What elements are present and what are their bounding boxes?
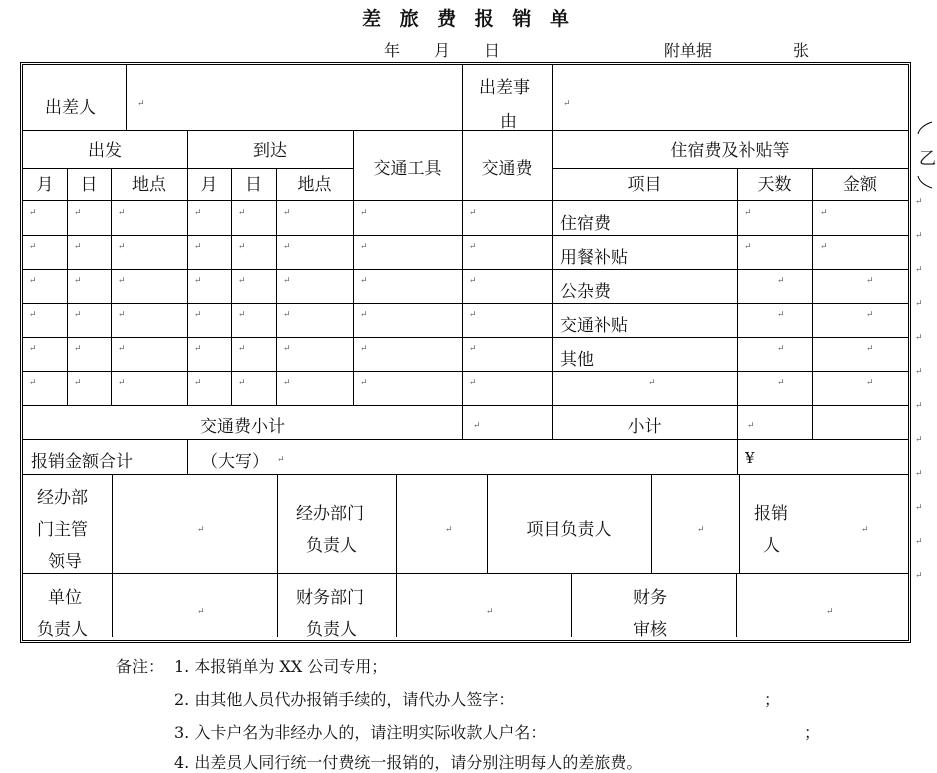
subtotal-input-mark[interactable]: ↵ (747, 421, 755, 431)
reason-label-line2: 由 (500, 112, 517, 132)
empty-cell-mark[interactable]: ↵ (866, 310, 874, 320)
sig-finance-audit-line2: 审核 (633, 620, 667, 640)
empty-cell-mark[interactable]: ↵ (283, 276, 291, 286)
empty-cell-mark[interactable]: ↵ (283, 378, 291, 388)
margin-mark: ↵ (915, 333, 923, 343)
notes-label: 备注： (116, 657, 165, 676)
sig-dept-head-line3: 领导 (48, 552, 82, 572)
margin-mark: ↵ (915, 537, 923, 547)
item-misc-fee: 公杂费 (560, 282, 611, 302)
empty-cell-mark[interactable]: ↵ (74, 208, 82, 218)
empty-cell-mark[interactable]: ↵ (118, 242, 126, 252)
empty-cell-mark[interactable]: ↵ (194, 378, 202, 388)
empty-cell-mark[interactable]: ↵ (744, 242, 752, 252)
sig-unit-resp-input-mark[interactable]: ↵ (197, 607, 205, 617)
empty-cell-mark[interactable]: ↵ (194, 208, 202, 218)
empty-cell-mark[interactable]: ↵ (469, 310, 477, 320)
item-other: 其他 (560, 350, 594, 370)
total-amount-label: 报销金额合计 (31, 452, 133, 472)
reason-label-line1: 出差事 (479, 78, 530, 98)
margin-mark: ↵ (915, 367, 923, 377)
amount-header: 金额 (843, 175, 877, 195)
arrival-header: 到达 (253, 141, 287, 161)
sig-unit-resp-line2: 负责人 (37, 620, 88, 640)
empty-cell-mark[interactable]: ↵ (194, 242, 202, 252)
sig-claimant-line1: 报销 (754, 504, 788, 524)
empty-cell-mark[interactable]: ↵ (360, 310, 368, 320)
empty-cell-mark[interactable]: ↵ (118, 378, 126, 388)
margin-mark: ↵ (915, 265, 923, 275)
item-lodging: 住宿费 (560, 214, 611, 234)
sig-dept-resp-input-mark[interactable]: ↵ (445, 525, 453, 535)
side-paren-char: 乙 (919, 149, 936, 169)
form-title: 差 旅 费 报 销 单 (361, 8, 576, 30)
total-uppercase-input-mark[interactable]: ↵ (277, 455, 285, 465)
empty-cell-mark[interactable]: ↵ (238, 208, 246, 218)
note-line-2: 2. 由其他人员代办报销手续的，请代办人签字： (174, 690, 515, 709)
lodging-allowance-header: 住宿费及补贴等 (670, 141, 790, 161)
empty-cell-mark[interactable]: ↵ (74, 276, 82, 286)
empty-cell-mark[interactable]: ↵ (118, 208, 126, 218)
sig-finance-audit-line1: 财务 (633, 588, 667, 608)
traveler-input-mark[interactable]: ↵ (137, 99, 145, 109)
sig-project-resp-input-mark[interactable]: ↵ (697, 525, 705, 535)
sig-dept-head-line1: 经办部 (37, 488, 88, 508)
departure-header: 出发 (88, 141, 122, 161)
empty-cell-mark[interactable]: ↵ (360, 242, 368, 252)
note-line-3: 3. 入卡户名为非经办人的，请注明实际收款人户名： (174, 723, 547, 742)
empty-cell-mark[interactable]: ↵ (29, 378, 37, 388)
margin-mark: ↵ (915, 435, 923, 445)
transport-fee-header: 交通费 (481, 159, 533, 179)
empty-cell-mark[interactable]: ↵ (360, 276, 368, 286)
transport-tool-header: 交通工具 (373, 159, 442, 179)
sig-dept-resp-line1: 经办部门 (296, 504, 364, 524)
empty-cell-mark[interactable]: ↵ (360, 344, 368, 354)
sig-unit-resp-line1: 单位 (48, 588, 82, 608)
note-line-4: 4. 出差员人同行统一付费统一报销的，请分别注明每人的差旅费。 (174, 753, 643, 772)
sig-finance-audit-input-mark[interactable]: ↵ (826, 607, 834, 617)
sig-finance-dept-line2: 负责人 (306, 620, 357, 640)
sig-dept-head-line2: 门主管 (37, 520, 88, 540)
empty-cell-mark[interactable]: ↵ (194, 344, 202, 354)
empty-cell-mark[interactable]: ↵ (820, 208, 828, 218)
sig-claimant-input-mark[interactable]: ↵ (861, 525, 869, 535)
item-transport-allowance: 交通补贴 (560, 316, 628, 336)
note-line-2-end: ； (764, 690, 781, 709)
item-meal-allowance: 用餐补贴 (560, 248, 628, 268)
sig-project-resp-label: 项目负责人 (526, 520, 612, 540)
empty-cell-mark[interactable]: ↵ (74, 344, 82, 354)
empty-cell-mark[interactable]: ↵ (866, 344, 874, 354)
empty-cell-mark[interactable]: ↵ (469, 276, 477, 286)
departure-place-header: 地点 (132, 175, 166, 195)
note-line-3-end: ； (804, 723, 821, 742)
empty-cell-mark[interactable]: ↵ (360, 378, 368, 388)
empty-cell-mark[interactable]: ↵ (29, 344, 37, 354)
days-header: 天数 (757, 175, 792, 195)
reason-input-mark[interactable]: ↵ (563, 99, 571, 109)
empty-cell-mark[interactable]: ↵ (74, 242, 82, 252)
empty-cell-mark[interactable]: ↵ (283, 310, 291, 320)
empty-cell-mark[interactable]: ↵ (283, 344, 291, 354)
departure-day-header: 日 (80, 175, 98, 195)
empty-cell-mark[interactable]: ↵ (74, 378, 82, 388)
sig-finance-dept-line1: 财务部门 (296, 588, 364, 608)
empty-cell-mark[interactable]: ↵ (469, 242, 477, 252)
departure-month-header: 月 (36, 175, 54, 195)
empty-cell-mark[interactable]: ↵ (238, 344, 246, 354)
arrival-day-header: 日 (245, 175, 262, 195)
transport-subtotal-label: 交通费小计 (200, 417, 285, 437)
empty-cell-mark[interactable]: ↵ (29, 208, 37, 218)
empty-cell-mark[interactable]: ↵ (469, 344, 477, 354)
empty-cell-mark[interactable]: ↵ (648, 378, 656, 388)
sig-dept-resp-line2: 负责人 (306, 536, 357, 556)
empty-cell-mark[interactable]: ↵ (866, 276, 874, 286)
margin-mark: ↵ (915, 469, 923, 479)
sig-claimant-line2: 人 (763, 536, 780, 556)
transport-subtotal-input-mark[interactable]: ↵ (473, 421, 481, 431)
empty-cell-mark[interactable]: ↵ (29, 310, 37, 320)
empty-cell-mark[interactable]: ↵ (360, 208, 368, 218)
total-uppercase-label: （大写） (201, 452, 269, 472)
sig-dept-head-input-mark[interactable]: ↵ (197, 525, 205, 535)
date-day-label: 日 (484, 41, 501, 60)
note-line-1: 1. 本报销单为 XX 公司专用； (174, 657, 388, 676)
currency-symbol: ¥ (745, 449, 755, 467)
empty-cell-mark[interactable]: ↵ (118, 276, 126, 286)
empty-cell-mark[interactable]: ↵ (29, 276, 37, 286)
empty-cell-mark[interactable]: ↵ (238, 242, 246, 252)
empty-cell-mark[interactable]: ↵ (820, 242, 828, 252)
empty-cell-mark[interactable]: ↵ (283, 242, 291, 252)
margin-mark: ↵ (915, 401, 923, 411)
empty-cell-mark[interactable]: ↵ (777, 276, 785, 286)
margin-mark: ↵ (915, 299, 923, 309)
attachments-label: 附单据 (664, 41, 713, 60)
margin-mark: ↵ (915, 231, 923, 241)
margin-mark: ↵ (915, 197, 923, 207)
empty-cell-mark[interactable]: ↵ (194, 276, 202, 286)
arrival-month-header: 月 (200, 175, 218, 195)
empty-cell-mark[interactable]: ↵ (118, 344, 126, 354)
empty-cell-mark[interactable]: ↵ (74, 310, 82, 320)
empty-cell-mark[interactable]: ↵ (777, 310, 785, 320)
arrival-place-header: 地点 (297, 175, 332, 195)
empty-cell-mark[interactable]: ↵ (777, 378, 785, 388)
empty-cell-mark[interactable]: ↵ (283, 208, 291, 218)
attachments-unit-label: 张 (793, 41, 810, 60)
traveler-label: 出差人 (45, 98, 96, 118)
margin-mark: ↵ (915, 503, 923, 513)
empty-cell-mark[interactable]: ↵ (777, 344, 785, 354)
empty-cell-mark[interactable]: ↵ (194, 310, 202, 320)
empty-cell-mark[interactable]: ↵ (469, 208, 477, 218)
empty-cell-mark[interactable]: ↵ (866, 378, 874, 388)
date-month-label: 月 (434, 41, 451, 60)
empty-cell-mark[interactable]: ↵ (118, 310, 126, 320)
margin-mark: ↵ (915, 571, 923, 581)
empty-cell-mark[interactable]: ↵ (238, 378, 246, 388)
item-header: 项目 (627, 175, 662, 195)
empty-cell-mark[interactable]: ↵ (238, 276, 246, 286)
subtotal-label: 小计 (627, 417, 662, 437)
empty-cell-mark[interactable]: ↵ (469, 378, 477, 388)
date-year-label: 年 (384, 41, 401, 60)
empty-cell-mark[interactable]: ↵ (29, 242, 37, 252)
empty-cell-mark[interactable]: ↵ (744, 208, 752, 218)
sig-finance-dept-input-mark[interactable]: ↵ (486, 607, 494, 617)
empty-cell-mark[interactable]: ↵ (238, 310, 246, 320)
